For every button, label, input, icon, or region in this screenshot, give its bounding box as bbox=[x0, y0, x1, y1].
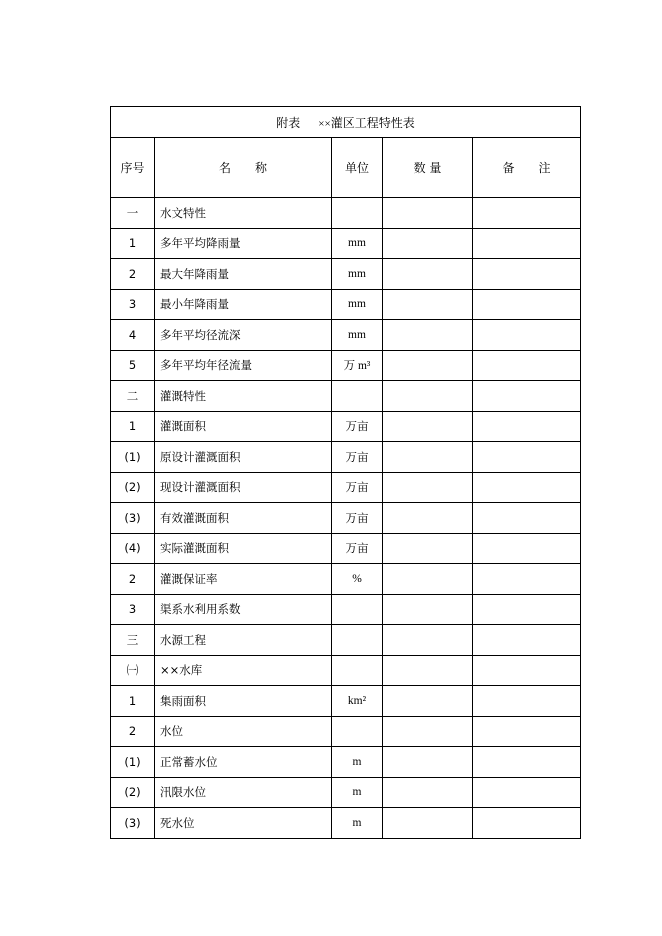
header-qty: 数 量 bbox=[383, 138, 473, 198]
table-row bbox=[111, 503, 581, 534]
cell-note bbox=[473, 442, 581, 473]
title-mark: ×× bbox=[318, 117, 331, 130]
cell-name: 汛限水位 bbox=[155, 777, 332, 808]
cell-qty bbox=[383, 228, 473, 259]
cell-unit: mm bbox=[332, 320, 383, 351]
cell-qty bbox=[383, 716, 473, 747]
cell-name: 灌溉面积 bbox=[155, 411, 332, 442]
cell-qty bbox=[383, 381, 473, 412]
cell-name: 多年平均降雨量 bbox=[155, 228, 332, 259]
cell-qty bbox=[383, 320, 473, 351]
cell-name: 有效灌溉面积 bbox=[155, 503, 332, 534]
table-row bbox=[111, 594, 581, 625]
cell-note bbox=[473, 350, 581, 381]
cell-qty bbox=[383, 564, 473, 595]
table-row bbox=[111, 747, 581, 778]
cell-name: 死水位 bbox=[155, 808, 332, 839]
cell-name: 水文特性 bbox=[155, 198, 332, 229]
table-row bbox=[111, 442, 581, 473]
cell-name: 原设计灌溉面积 bbox=[155, 442, 332, 473]
header-note: 备 注 bbox=[473, 138, 581, 198]
title-prefix: 附表 bbox=[276, 115, 301, 130]
cell-note bbox=[473, 564, 581, 595]
table-row bbox=[111, 533, 581, 564]
cell-qty bbox=[383, 625, 473, 656]
cell-seq: 3 bbox=[111, 594, 155, 625]
cell-seq: 三 bbox=[111, 625, 155, 656]
cell-unit: km² bbox=[332, 686, 383, 717]
table-row bbox=[111, 259, 581, 290]
cell-qty bbox=[383, 259, 473, 290]
cell-qty bbox=[383, 533, 473, 564]
table-row bbox=[111, 655, 581, 686]
cell-note bbox=[473, 686, 581, 717]
cell-unit: 万 m³ bbox=[332, 350, 383, 381]
cell-seq: (2) bbox=[111, 472, 155, 503]
cell-name: 水源工程 bbox=[155, 625, 332, 656]
cell-seq: 4 bbox=[111, 320, 155, 351]
table-row bbox=[111, 625, 581, 656]
characteristics-table bbox=[110, 106, 581, 839]
cell-unit bbox=[332, 655, 383, 686]
cell-qty bbox=[383, 442, 473, 473]
cell-unit: mm bbox=[332, 228, 383, 259]
cell-note bbox=[473, 228, 581, 259]
cell-seq: (3) bbox=[111, 808, 155, 839]
table-header-row bbox=[111, 138, 581, 198]
cell-unit: m bbox=[332, 808, 383, 839]
table-row bbox=[111, 320, 581, 351]
cell-unit: m bbox=[332, 777, 383, 808]
cell-qty bbox=[383, 747, 473, 778]
cell-note bbox=[473, 533, 581, 564]
cell-unit bbox=[332, 625, 383, 656]
cell-note bbox=[473, 808, 581, 839]
table-row bbox=[111, 350, 581, 381]
cell-note bbox=[473, 777, 581, 808]
cell-seq: (1) bbox=[111, 442, 155, 473]
cell-unit bbox=[332, 594, 383, 625]
cell-name: 现设计灌溉面积 bbox=[155, 472, 332, 503]
cell-unit bbox=[332, 716, 383, 747]
cell-note bbox=[473, 655, 581, 686]
table-row bbox=[111, 228, 581, 259]
table-row bbox=[111, 716, 581, 747]
cell-unit: 万亩 bbox=[332, 442, 383, 473]
cell-seq: 1 bbox=[111, 228, 155, 259]
cell-qty bbox=[383, 289, 473, 320]
cell-note bbox=[473, 289, 581, 320]
cell-note bbox=[473, 594, 581, 625]
cell-qty bbox=[383, 686, 473, 717]
cell-qty bbox=[383, 198, 473, 229]
cell-name: 实际灌溉面积 bbox=[155, 533, 332, 564]
cell-seq: 2 bbox=[111, 564, 155, 595]
table-row bbox=[111, 411, 581, 442]
title-text: 灌区工程特性表 bbox=[330, 115, 415, 130]
cell-name: 正常蓄水位 bbox=[155, 747, 332, 778]
cell-qty bbox=[383, 777, 473, 808]
cell-name: ××水库 bbox=[155, 655, 332, 686]
cell-qty bbox=[383, 655, 473, 686]
table-row bbox=[111, 686, 581, 717]
cell-name: 集雨面积 bbox=[155, 686, 332, 717]
cell-seq: ㈠ bbox=[111, 655, 155, 686]
table-row bbox=[111, 808, 581, 839]
cell-note bbox=[473, 716, 581, 747]
cell-note bbox=[473, 198, 581, 229]
table-row bbox=[111, 777, 581, 808]
cell-unit: 万亩 bbox=[332, 411, 383, 442]
cell-qty bbox=[383, 503, 473, 534]
cell-qty bbox=[383, 808, 473, 839]
header-seq: 序号 bbox=[111, 138, 155, 198]
cell-note bbox=[473, 503, 581, 534]
cell-name: 渠系水利用系数 bbox=[155, 594, 332, 625]
cell-seq: 一 bbox=[111, 198, 155, 229]
cell-seq: 1 bbox=[111, 411, 155, 442]
cell-name: 灌溉保证率 bbox=[155, 564, 332, 595]
table-row bbox=[111, 198, 581, 229]
table-row bbox=[111, 472, 581, 503]
cell-seq: (3) bbox=[111, 503, 155, 534]
cell-unit bbox=[332, 198, 383, 229]
table-title bbox=[111, 107, 581, 138]
cell-seq: 3 bbox=[111, 289, 155, 320]
table-row bbox=[111, 564, 581, 595]
cell-seq: 5 bbox=[111, 350, 155, 381]
header-unit: 单位 bbox=[332, 138, 383, 198]
table-row bbox=[111, 289, 581, 320]
cell-seq: 2 bbox=[111, 716, 155, 747]
cell-qty bbox=[383, 472, 473, 503]
cell-qty bbox=[383, 350, 473, 381]
cell-note bbox=[473, 472, 581, 503]
cell-unit: m bbox=[332, 747, 383, 778]
cell-name: 最小年降雨量 bbox=[155, 289, 332, 320]
cell-seq: 2 bbox=[111, 259, 155, 290]
table-row bbox=[111, 381, 581, 412]
table-title-row bbox=[111, 107, 581, 138]
cell-name: 水位 bbox=[155, 716, 332, 747]
cell-unit: % bbox=[332, 564, 383, 595]
cell-name: 多年平均径流深 bbox=[155, 320, 332, 351]
cell-unit: 万亩 bbox=[332, 472, 383, 503]
cell-note bbox=[473, 320, 581, 351]
cell-note bbox=[473, 259, 581, 290]
cell-unit: mm bbox=[332, 259, 383, 290]
cell-note bbox=[473, 411, 581, 442]
cell-seq: (1) bbox=[111, 747, 155, 778]
cell-unit bbox=[332, 381, 383, 412]
cell-unit: 万亩 bbox=[332, 503, 383, 534]
cell-seq: (4) bbox=[111, 533, 155, 564]
cell-unit: 万亩 bbox=[332, 533, 383, 564]
cell-unit: mm bbox=[332, 289, 383, 320]
cell-seq: 1 bbox=[111, 686, 155, 717]
cell-seq: 二 bbox=[111, 381, 155, 412]
cell-seq: (2) bbox=[111, 777, 155, 808]
header-name: 名 称 bbox=[155, 138, 332, 198]
cell-note bbox=[473, 381, 581, 412]
cell-qty bbox=[383, 594, 473, 625]
cell-name: 最大年降雨量 bbox=[155, 259, 332, 290]
cell-qty bbox=[383, 411, 473, 442]
cell-name: 灌溉特性 bbox=[155, 381, 332, 412]
cell-note bbox=[473, 625, 581, 656]
cell-note bbox=[473, 747, 581, 778]
cell-name: 多年平均年径流量 bbox=[155, 350, 332, 381]
